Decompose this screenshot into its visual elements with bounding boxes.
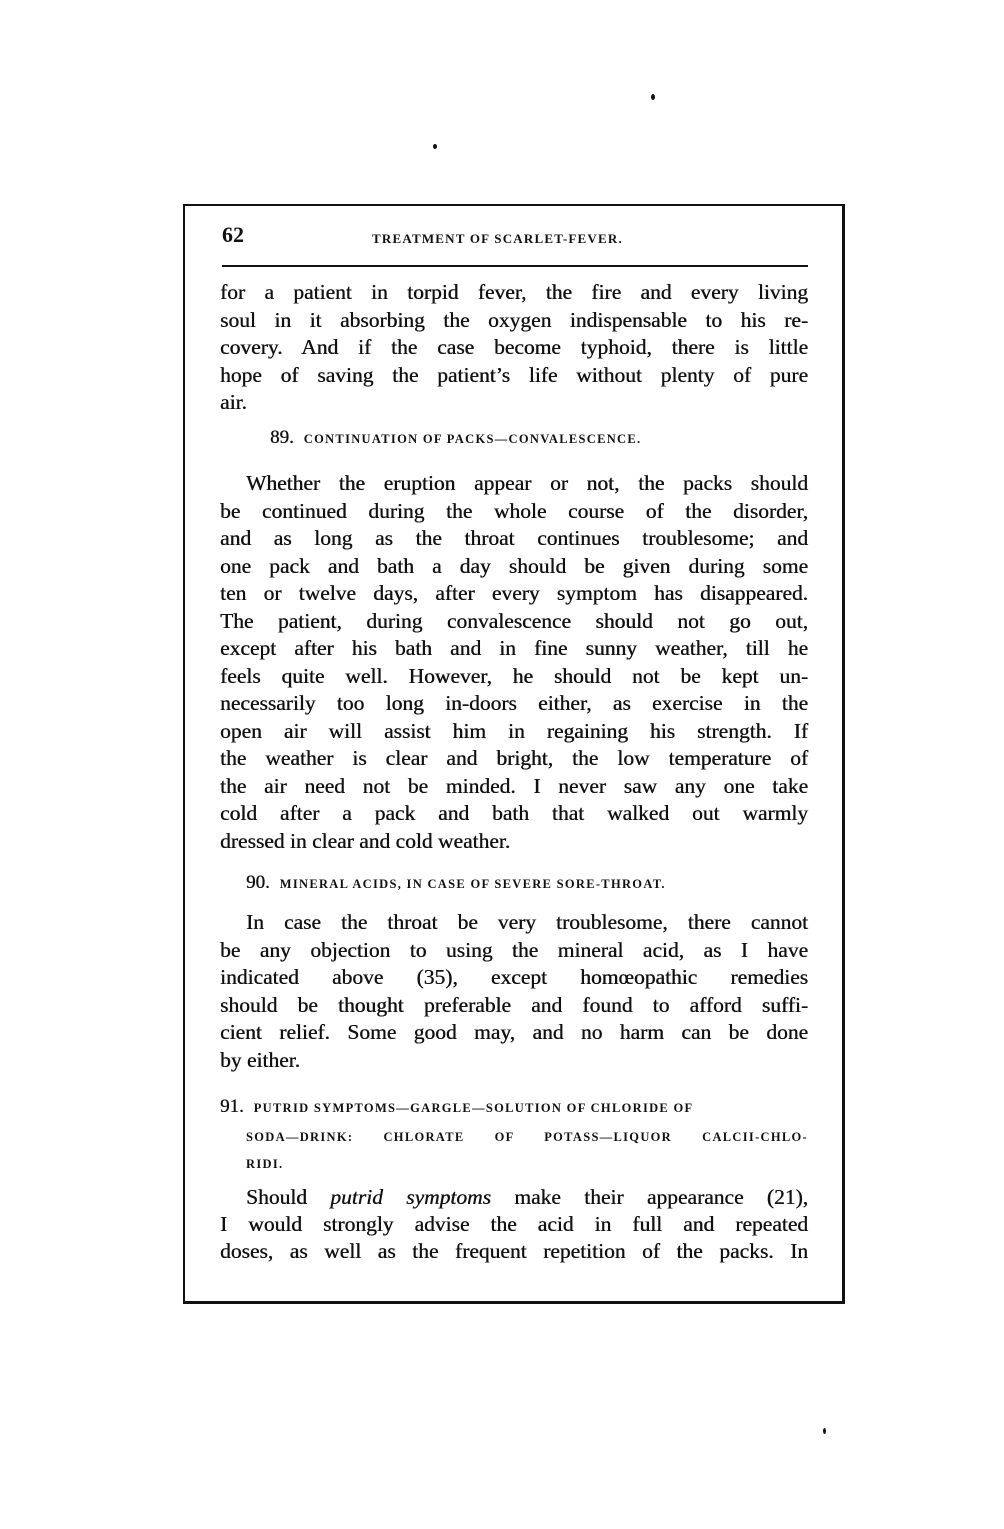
running-title: TREATMENT OF SCARLET-FEVER.: [372, 231, 623, 246]
scan-speck: [651, 94, 655, 100]
text-line: cient relief. Some good may, and no harm can be done: [220, 1020, 808, 1044]
running-header: [222, 222, 812, 252]
text-line: hope of saving the patient’s life without plenty of pure: [220, 362, 808, 387]
text-line: I would strongly advise the acid in full and repeated: [220, 1212, 808, 1236]
text-line: be any objection to using the mineral acid, as I have: [220, 937, 808, 962]
text-line: the weather is clear and bright, the low temperature of: [220, 746, 808, 770]
scan-speck: [433, 144, 437, 149]
text-line: ten or twelve days, after every symptom has disappeared.: [220, 581, 808, 605]
text-line: cold after a pack and bath that walked out warmly: [220, 801, 808, 825]
text-span: Should: [246, 1185, 331, 1209]
text-line: the air need not be minded. I never saw any one take: [220, 773, 808, 798]
scan-speck: [823, 1428, 826, 1434]
section-90-heading: [246, 872, 666, 894]
text-line: one pack and bath a day should be given during some: [220, 553, 808, 578]
section-number: 89.: [270, 427, 294, 448]
text-line: covery. And if the case become typhoid, there is little: [220, 335, 808, 359]
text-line: [246, 1184, 808, 1211]
header-rule: [222, 265, 808, 267]
text-line: In case the throat be very troublesome, there cannot: [246, 910, 808, 934]
section-title: MINERAL ACIDS, IN CASE OF SEVERE SORE-THROAT.: [279, 877, 666, 891]
section-title-line: RIDI.: [246, 1157, 284, 1171]
text-line: dressed in clear and cold weather.: [220, 828, 511, 853]
text-span: make their appearance (21),: [490, 1185, 808, 1209]
text-line: except after his bath and in fine sunny weather, till he: [220, 636, 808, 660]
page-number: 62: [222, 222, 244, 247]
text-line: indicated above (35), except homœopathic remedies: [220, 965, 808, 989]
text-line: be continued during the whole course of the disorder,: [220, 498, 808, 523]
section-title-line: SODA—DRINK: CHLORATE OF POTASS—LIQUOR CALCII-CHLO-: [246, 1130, 808, 1144]
section-number: 90.: [246, 872, 270, 893]
text-line: Whether the eruption appear or not, the packs should: [246, 471, 808, 495]
text-line: and as long as the throat continues troublesome; and: [220, 526, 808, 550]
section-number: 91.: [220, 1096, 244, 1117]
text-line: for a patient in torpid fever, the fire and every living: [220, 280, 808, 304]
section-title: CONTINUATION OF PACKS—CONVALESCENCE.: [303, 432, 642, 446]
text-line: should be thought preferable and found to afford suffi-: [220, 992, 808, 1017]
text-line: doses, as well as the frequent repetition of the packs. In: [220, 1239, 808, 1263]
text-line: open air will assist him in regaining his strength. If: [220, 718, 808, 743]
text-line: The patient, during convalescence should not go out,: [220, 608, 808, 633]
section-89-heading: [270, 427, 641, 449]
text-line: by either.: [220, 1047, 301, 1072]
text-line: necessarily too long in-doors either, as exercise in the: [220, 691, 808, 715]
emphasis: putrid symptoms: [330, 1185, 491, 1209]
text-line: air.: [220, 390, 247, 414]
section-title-line: PUTRID SYMPTOMS—GARGLE—SOLUTION OF CHLORIDE OF: [253, 1101, 694, 1115]
text-line: feels quite well. However, he should not be kept un-: [220, 663, 808, 688]
text-line: soul in it absorbing the oxygen indispensable to his re-: [220, 307, 808, 332]
